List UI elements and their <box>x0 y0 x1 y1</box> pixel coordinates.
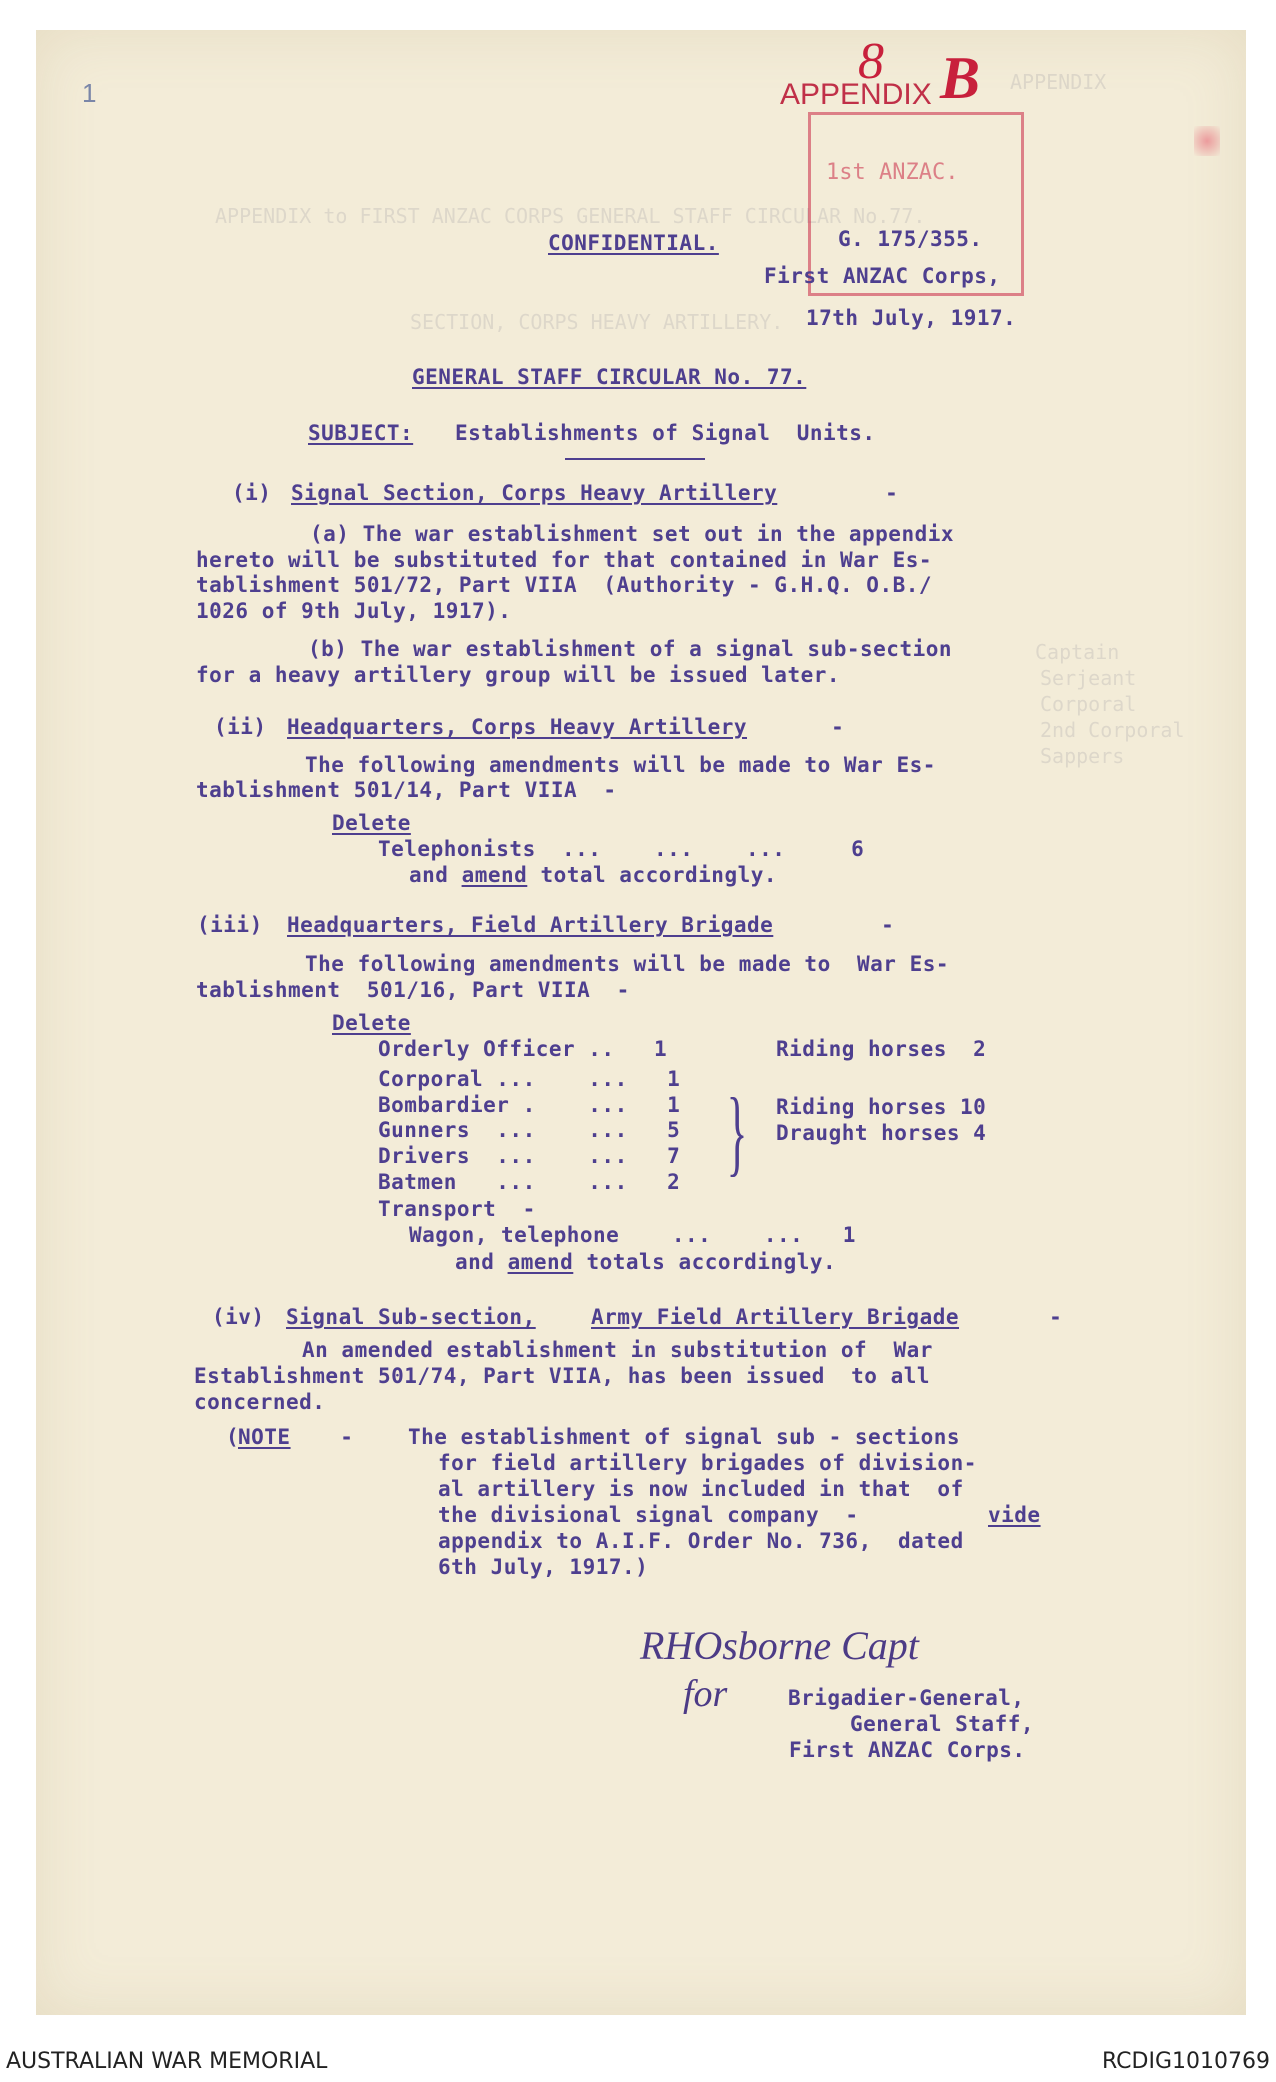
show-through-text: APPENDIX to FIRST ANZAC CORPS GENERAL STAFF CIRCULAR No.77. <box>215 204 926 228</box>
note-line: 6th July, 1917.) <box>438 1555 649 1579</box>
paragraph-line: (a) The war establishment set out in the appendix <box>310 522 955 546</box>
note-line: The establishment of signal sub - sections <box>408 1425 961 1449</box>
brace-icon: } <box>726 1078 748 1185</box>
paragraph-line: The following amendments will be made to War Es- <box>305 952 950 976</box>
appendix-label: APPENDIX <box>780 78 932 111</box>
personnel-line: Batmen ... ... 2 <box>378 1170 681 1194</box>
line-item: Telephonists ... ... ... 6 <box>378 837 865 861</box>
section-number: (i) <box>232 481 272 505</box>
paragraph-line: The following amendments will be made to War Es- <box>305 753 936 777</box>
amend-line <box>409 862 777 888</box>
appendix-letter: B <box>940 45 981 111</box>
section-number: (iii) <box>197 913 263 937</box>
amend-pre: and <box>409 863 462 887</box>
personnel-line: Corporal ... ... 1 <box>378 1067 681 1091</box>
orderly-officer-line: Orderly Officer .. 1 <box>378 1037 668 1061</box>
reference-number: G. 175/355. <box>838 227 983 251</box>
paragraph-line: tablishment 501/14, Part VIIA - <box>196 778 617 802</box>
transport-line: Transport - <box>378 1197 536 1221</box>
section-heading: Signal Sub-section, <box>286 1305 536 1329</box>
circular-title: GENERAL STAFF CIRCULAR No. 77. <box>412 365 807 389</box>
show-through-text: APPENDIX <box>1010 70 1107 94</box>
ink-stain <box>1194 126 1220 156</box>
signatory-rank: Brigadier-General, <box>788 1686 1025 1710</box>
paragraph-line: concerned. <box>194 1390 326 1414</box>
amend-word: amend <box>461 863 528 887</box>
show-through-text: Corporal <box>1040 692 1137 716</box>
show-through-text: SECTION, CORPS HEAVY ARTILLERY. <box>410 310 784 334</box>
delete-label: Delete <box>332 811 411 835</box>
signatory-staff: General Staff, <box>850 1712 1035 1736</box>
confidential-heading: CONFIDENTIAL. <box>548 231 719 255</box>
show-through-text: Captain <box>1035 640 1120 664</box>
section-suffix: - <box>818 715 845 739</box>
amend-word: amend <box>507 1250 574 1274</box>
show-through-text: Sappers <box>1040 744 1125 768</box>
footer-reference-id: RCDIG1010769 <box>1101 2049 1270 2074</box>
amend-pre: and <box>455 1250 508 1274</box>
amend-line <box>455 1249 836 1275</box>
paragraph-line: for a heavy artillery group will be issued later. <box>196 663 841 687</box>
subject-label: SUBJECT: <box>308 421 414 445</box>
handwritten-signature: RHOsborne Capt <box>640 1623 919 1668</box>
paragraph-line: tablishment 501/16, Part VIIA - <box>196 978 630 1002</box>
personnel-line: Gunners ... ... 5 <box>378 1118 681 1142</box>
note-line: the divisional signal company - <box>438 1503 912 1527</box>
horses-line: Draught horses 4 <box>776 1121 987 1145</box>
footer-institution: AUSTRALIAN WAR MEMORIAL <box>6 2049 328 2074</box>
note-line: al artillery is now included in that of <box>438 1477 964 1501</box>
riding-horses-line: Riding horses 2 <box>776 1037 987 1061</box>
appendix-handwritten-number: 8 <box>858 33 884 90</box>
wagon-line: Wagon, telephone ... ... 1 <box>409 1223 856 1247</box>
amend-post: total accordingly. <box>527 863 778 887</box>
paragraph-line: An amended establishment in substitution of War <box>302 1338 933 1362</box>
page-number: 1 <box>82 78 97 108</box>
note-dash: - <box>314 1425 354 1449</box>
note-line: appendix to A.I.F. Order No. 736, dated <box>438 1529 964 1553</box>
organisation: First ANZAC Corps, <box>764 264 1001 288</box>
stamp-text: 1st ANZAC. <box>826 160 959 185</box>
delete-label: Delete <box>332 1011 411 1035</box>
amend-post: totals accordingly. <box>573 1250 837 1274</box>
show-through-text: Serjeant <box>1040 666 1137 690</box>
section-suffix: - <box>872 481 899 505</box>
section-heading: Headquarters, Corps Heavy Artillery <box>287 715 748 739</box>
section-heading: Army Field Artillery Brigade <box>591 1305 960 1329</box>
handwritten-for: for <box>683 1673 728 1715</box>
document-date: 17th July, 1917. <box>806 306 1017 330</box>
subject-rule <box>565 458 705 460</box>
section-heading: Signal Section, Corps Heavy Artillery <box>291 481 778 505</box>
vide-word: vide <box>988 1503 1041 1527</box>
section-suffix: - <box>1036 1305 1063 1329</box>
paragraph-line: hereto will be substituted for that contained in War Es- <box>196 548 933 572</box>
paragraph-line: (b) The war establishment of a signal sub-section <box>308 637 953 661</box>
paragraph-line: 1026 of 9th July, 1917). <box>196 599 512 623</box>
personnel-line: Drivers ... ... 7 <box>378 1144 681 1168</box>
note-label: NOTE <box>238 1425 291 1449</box>
paragraph-line: tablishment 501/72, Part VIIA (Authority - G.H.Q. O.B./ <box>196 573 933 597</box>
subject-text: Establishments of Signal Units. <box>455 421 876 445</box>
section-number: (iv) <box>212 1305 265 1329</box>
section-heading: Headquarters, Field Artillery Brigade <box>287 913 774 937</box>
note-open-paren: ( <box>226 1425 240 1449</box>
paragraph-line: Establishment 501/74, Part VIIA, has been issued to all <box>194 1364 931 1388</box>
show-through-text: 2nd Corporal <box>1040 718 1185 742</box>
personnel-line: Bombardier . ... 1 <box>378 1093 681 1117</box>
note-line: for field artillery brigades of division- <box>438 1451 977 1475</box>
signatory-corps: First ANZAC Corps. <box>789 1738 1026 1762</box>
section-number: (ii) <box>214 715 267 739</box>
section-suffix: - <box>868 913 895 937</box>
horses-line: Riding horses 10 <box>776 1095 987 1119</box>
